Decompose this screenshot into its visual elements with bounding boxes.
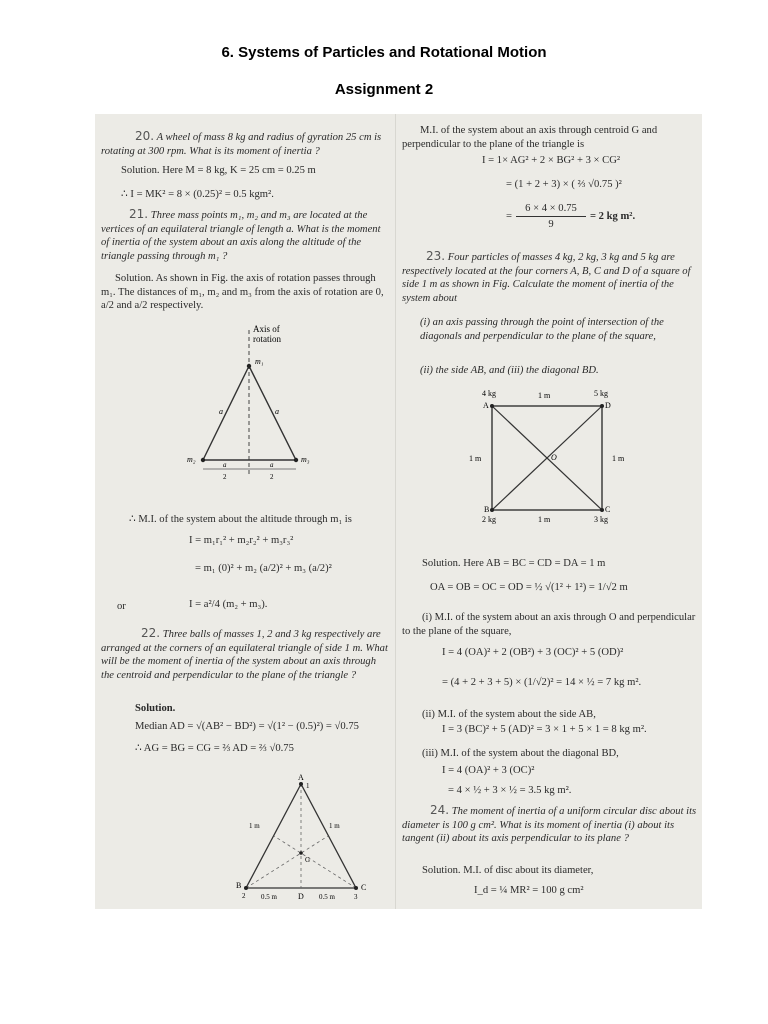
- half-label-right-bottom: 2: [270, 473, 274, 481]
- q23-question: Four particles of masses 4 kg, 2 kg, 3 kg and 5 kg are respectively located at the four corners A, B, C and D of a square of side 1 m as shown in Fig. Calculate the moment of inertia of the system about: [402, 252, 691, 304]
- q22-cont-text: M.I. of the system about an axis through centroid G and perpendicular to the plane of the triangle is: [402, 125, 658, 150]
- half-label-left-top: a: [223, 461, 227, 469]
- q23-eq-i1: I = 4 (OA)² + 2 (OB²) + 3 (OC)² + 5 (OD)²: [442, 647, 624, 658]
- label-half-right: 0.5 m: [319, 893, 335, 901]
- label-mass-2: 2: [242, 892, 246, 900]
- triangle-abc: [246, 784, 356, 888]
- mass-point-m3: [294, 458, 298, 462]
- q23-part-ii-heading: (ii) M.I. of the system about the side AB,: [422, 709, 596, 720]
- mass-point-m2: [201, 458, 205, 462]
- q24-solution: Solution. M.I. of disc about its diameter,: [422, 865, 594, 876]
- q21-triangle-figure: [161, 324, 341, 484]
- q24-equation: I_d = ¼ MR² = 100 g cm²: [474, 885, 584, 896]
- q21-number: 21.: [129, 207, 149, 221]
- corner-a-dot: [490, 404, 494, 408]
- centroid-g: [299, 851, 303, 855]
- q21-text: [101, 208, 389, 263]
- label-side-left: 1 m: [469, 454, 482, 463]
- q20-text: [101, 130, 389, 158]
- label-mass-c: 3 kg: [594, 515, 608, 524]
- label-half-left: 0.5 m: [261, 893, 277, 901]
- label-side-top: 1 m: [538, 391, 551, 400]
- scanned-page: [95, 114, 702, 909]
- q22-question: Three balls of masses 1, 2 and 3 kg respectively are arranged at the corners of an equilateral triangle of side 1 m. What will be the moment of inertia of the system about an axis through the centroid and perpendicular to the plane of the triangle ?: [101, 629, 388, 681]
- median-c: [274, 836, 356, 888]
- q23-eq-i2: = (4 + 2 + 3 + 5) × (1/√2)² = 14 × ½ = 7 kg m².: [442, 677, 642, 688]
- label-d: D: [298, 892, 304, 901]
- q24-number: 24.: [430, 803, 450, 817]
- q23-square-figure: [462, 384, 642, 532]
- q21-solution: Solution. As shown in Fig. the axis of rotation passes through m₁. The distances of m₁, m₂ and m₃ from the axis of rotation are 0, a/2 and a/2 respectively.: [101, 273, 384, 311]
- q22-text: [101, 627, 389, 682]
- label-corner-c: C: [605, 505, 611, 514]
- q21-eq1: I = m₁r₁² + m₂r₂² + m₃r₃²: [189, 535, 294, 546]
- q23-eq-iii2: = 4 × ½ + 3 × ½ = 3.5 kg m².: [448, 785, 572, 796]
- q23-part-i: (i) an axis passing through the point of intersection of the diagonals and perpendicular to the plane of the square,: [420, 317, 664, 342]
- label-side-right: 1 m: [329, 822, 340, 830]
- label-a: A: [298, 773, 304, 782]
- q22-cont-eq3-result: = 2 kg m².: [590, 211, 636, 222]
- q22-number: 22.: [141, 626, 161, 640]
- q22-cont-eq-prefix: =: [506, 211, 512, 222]
- q23-part-iii-heading: (iii) M.I. of the system about the diagonal BD,: [422, 748, 619, 759]
- q22-eq2: ∴ AG = BG = CG = ⅔ AD = ⅔ √0.75: [135, 743, 294, 754]
- q23-eq-ii: I = 3 (BC)² + 5 (AD)² = 3 × 1 + 5 × 1 = 8 kg m².: [442, 724, 647, 735]
- vertex-c-dot: [354, 886, 358, 890]
- label-m3: m₃: [301, 455, 310, 464]
- q20-question: A wheel of mass 8 kg and radius of gyration 25 cm is rotating at 300 rpm. What is its moment of inertia ?: [101, 132, 382, 157]
- q22-eq1: Median AD = √(AB² − BD²) = √(1² − (0.5)²) = √0.75: [135, 721, 359, 732]
- q24-question: The moment of inertia of a uniform circular disc about its diameter is 100 g cm². What is its moment of inertia (i) about its tangent (ii) about its axis perpendicular to its plane ?: [402, 806, 697, 844]
- label-m2: m₂: [187, 455, 196, 464]
- corner-b-dot: [490, 508, 494, 512]
- half-label-right-top: a: [270, 461, 274, 469]
- corner-c-dot: [600, 508, 604, 512]
- q23-part-i-heading: (i) M.I. of the system about an axis through O and perpendicular to the plane of the square,: [402, 612, 696, 637]
- q24-text: [402, 804, 698, 846]
- q20-number: 20.: [135, 129, 155, 143]
- q22-cont-eq1: I = 1× AG² + 2 × BG² + 3 × CG²: [482, 155, 621, 166]
- document-title: 6. Systems of Particles and Rotational Motion: [221, 44, 547, 61]
- axis-label-1: Axis of: [253, 324, 280, 334]
- label-center-o: O: [551, 453, 557, 462]
- label-b: B: [236, 881, 242, 890]
- label-side-bottom: 1 m: [538, 515, 551, 524]
- label-corner-b: B: [484, 505, 490, 514]
- q23-eq-iii1: I = 4 (OA)² + 3 (OC)²: [442, 765, 535, 776]
- mass-point-m1: [247, 364, 251, 368]
- q23-solution: Solution. Here AB = BC = CD = DA = 1 m: [422, 558, 606, 569]
- vertex-a-dot: [299, 782, 303, 786]
- label-side-right: 1 m: [612, 454, 625, 463]
- q20-solution: Solution. Here M = 8 kg, K = 25 cm = 0.25 m: [121, 165, 316, 176]
- vertex-b-dot: [244, 886, 248, 890]
- q22-cont-eq3-denominator: 9: [548, 219, 554, 230]
- label-mass-d: 5 kg: [594, 389, 608, 398]
- label-mass-3: 3: [354, 893, 358, 901]
- q20-equation: ∴ I = MK² = 8 × (0.25)² = 0.5 kgm².: [121, 189, 274, 200]
- q22-solution: Solution.: [135, 703, 176, 714]
- label-corner-d: D: [605, 401, 611, 410]
- median-b: [246, 836, 328, 888]
- q21-question: Three mass points m₁, m₂ and m₃ are located at the vertices of an equilateral triangle of length a. What is the moment of inertia of the system about an axis along the altitude of the triangle passing through m₁ ?: [101, 210, 381, 262]
- label-mass-a: 4 kg: [482, 389, 496, 398]
- label-m1: m₁: [255, 357, 264, 366]
- q21-eq3: I = a²/4 (m₂ + m₃).: [189, 599, 268, 610]
- q21-or: or: [117, 601, 126, 612]
- corner-d-dot: [600, 404, 604, 408]
- document-subtitle: Assignment 2: [334, 81, 434, 98]
- label-g: G: [305, 856, 311, 864]
- q23-text: [402, 250, 698, 305]
- label-c: C: [361, 883, 367, 892]
- q23-eq-oa: OA = OB = OC = OD = ½ √(1² + 1²) = 1/√2 m: [430, 582, 628, 593]
- half-label-left-bottom: 2: [223, 473, 227, 481]
- label-side-left: 1 m: [249, 822, 260, 830]
- side-label-right: a: [275, 407, 279, 416]
- label-mass-b: 2 kg: [482, 515, 496, 524]
- q22-triangle-figure: [216, 772, 381, 904]
- q22-cont-eq3-numerator: 6 × 4 × 0.75: [516, 202, 586, 217]
- q22-cont-eq2: = (1 + 2 + 3) × ( ⅔ √0.75 )²: [506, 179, 622, 190]
- side-label-left: a: [219, 407, 223, 416]
- q23-number: 23.: [426, 249, 446, 263]
- q21-mi-line: ∴ M.I. of the system about the altitude through m₁ is: [129, 514, 352, 525]
- column-divider: [395, 114, 396, 909]
- axis-label-2: rotation: [253, 334, 281, 344]
- q21-eq2: = m₁ (0)² + m₂ (a/2)² + m₃ (a/2)²: [195, 563, 332, 574]
- label-mass-1: 1: [306, 782, 310, 790]
- q23-part-ii: (ii) the side AB, and (iii) the diagonal BD.: [420, 365, 599, 376]
- label-corner-a: A: [483, 401, 489, 410]
